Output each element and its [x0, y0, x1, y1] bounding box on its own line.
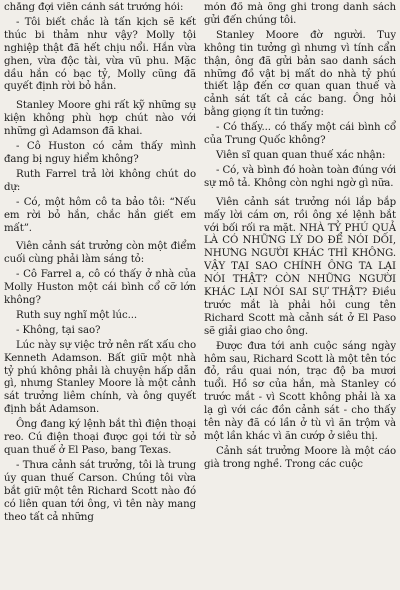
paragraph: Stanley Moore ghi rất kỹ những sự kiện không phù hợp chút nào với những gì Adamson đã khai.	[4, 100, 196, 138]
paragraph: Lúc này sự việc trở nên rất xấu cho Kenneth Adamson. Bất giữ một nhà tỷ phú không phải là chuyện hấp dẫn gì, nhưng Stanley Moore là một cảnh sát trưởng liêm chính, và ông quyết định bắt Adamson.	[4, 339, 196, 416]
paragraph: Ruth Farrel trả lời không chút do dự:	[4, 168, 196, 193]
paragraph: chẳng đợi viên cảnh sát trưởng hỏi:	[4, 2, 184, 13]
paragraph: - Cô Farrel a, cô có thấy ở nhà của Molly Huston một cái bình cổ cỡ lớn không?	[4, 269, 196, 307]
paragraph: - Tôi biết chắc là tấn kịch sẽ kết thúc bi thảm như vậy? Molly tội nghiệp thật đã hết chịu nổi. Hắn vừa ghen, vừa độc tài, vừa vũ phu. Mặc dầu hắn có bạc tỷ, Molly cũng đã quyết định rời bỏ hắn.	[4, 16, 196, 93]
paragraph: - Thưa cảnh sát trưởng, tôi là trung úy quan thuế Carson. Chúng tôi vừa bắt giữ một tên Richard Scott nào đó có liên quan tới ông, vì tên này mang theo tất cả những	[4, 459, 196, 523]
paragraph: món đồ mà ông ghi trong danh sách gửi đến chúng tôi.	[204, 2, 396, 26]
paragraph: Viên cảnh sát trưởng còn một điểm cuối cùng phải làm sáng tỏ:	[4, 241, 196, 266]
paragraph: - Không, tại sao?	[16, 324, 101, 336]
paragraph: Được đưa tới anh cuộc sáng ngày hôm sau, Richard Scott là một tên tóc đỏ, rầu quai nón, trạc độ ba mươi tuổi. Hồ sơ của hắn, mà Stanley có trước mắt - vì Scott không phải là xa lạ gì với các đồn cảnh sát - cho thấy tên này đã có lần ở tù vì ăn trộm và một lần khác vì ăn cướp ở siêu thị.	[204, 340, 396, 442]
paragraph: - Có, một hôm cô ta bảo tôi: “Nếu em rời bỏ hắn, chắc hắn giết em mất”.	[4, 196, 196, 234]
paragraph: Viên cảnh sát trưởng nói lắp bắp mấy lời cám ơn, rồi ông xé lệnh bắt với bối rối ra mặt. NHÀ TỶ PHÚ QUẢ LÀ CÓ NHỮNG LÝ DO ĐỂ NÓI DỐI, NHƯNG NGƯỜI KHÁC THÌ KHÔNG. VẬY TẠI SAO CHÍNH ÔNG TA LẠI NÓI THẬT? CÒN NHỮNG NGƯỜI KHÁC LẠI NÓI SAI SỰ THẬT? Điều trước mắt là phải hỏi cung tên Richard Scott mà cảnh sát ở El Paso sẽ giải giao cho ông.	[204, 196, 396, 337]
paragraph: Viên sĩ quan quan thuế xác nhận:	[216, 149, 386, 161]
text-column-left	[4, 2, 196, 590]
paragraph: - Có, và bình đó hoàn toàn đúng với sự mô tả. Không còn nghi ngờ gì nữa.	[204, 164, 396, 189]
paragraph: - Có thấy... có thấy một cái bình cổ của Trung Quốc không?	[204, 122, 396, 147]
text-column-right	[204, 2, 396, 590]
paragraph: - Cô Huston có cảm thấy mình đang bị nguy hiểm không?	[4, 141, 196, 165]
paragraph: Ruth suy nghĩ một lúc...	[16, 309, 138, 321]
paragraph: Cảnh sát trưởng Moore là một cáo già trong nghề. Trong các cuộc	[204, 445, 396, 470]
paragraph: Stanley Moore đờ người. Tuy không tin tưởng gì nhưng vì tính cẩn thận, ông đã gửi bản sao danh sách những đồ vật bị mất do nhà tỷ phú thiết lập đến cơ quan quan thuế và cảnh sát tất cả các bang. Ông hỏi bằng giọng ít tin tưởng:	[204, 29, 396, 119]
paragraph: Ông đang ký lệnh bắt thì điện thoại reo. Cú điện thoại được gọi tới từ sở quan thuế ở El Paso, bang Texas.	[4, 419, 196, 456]
